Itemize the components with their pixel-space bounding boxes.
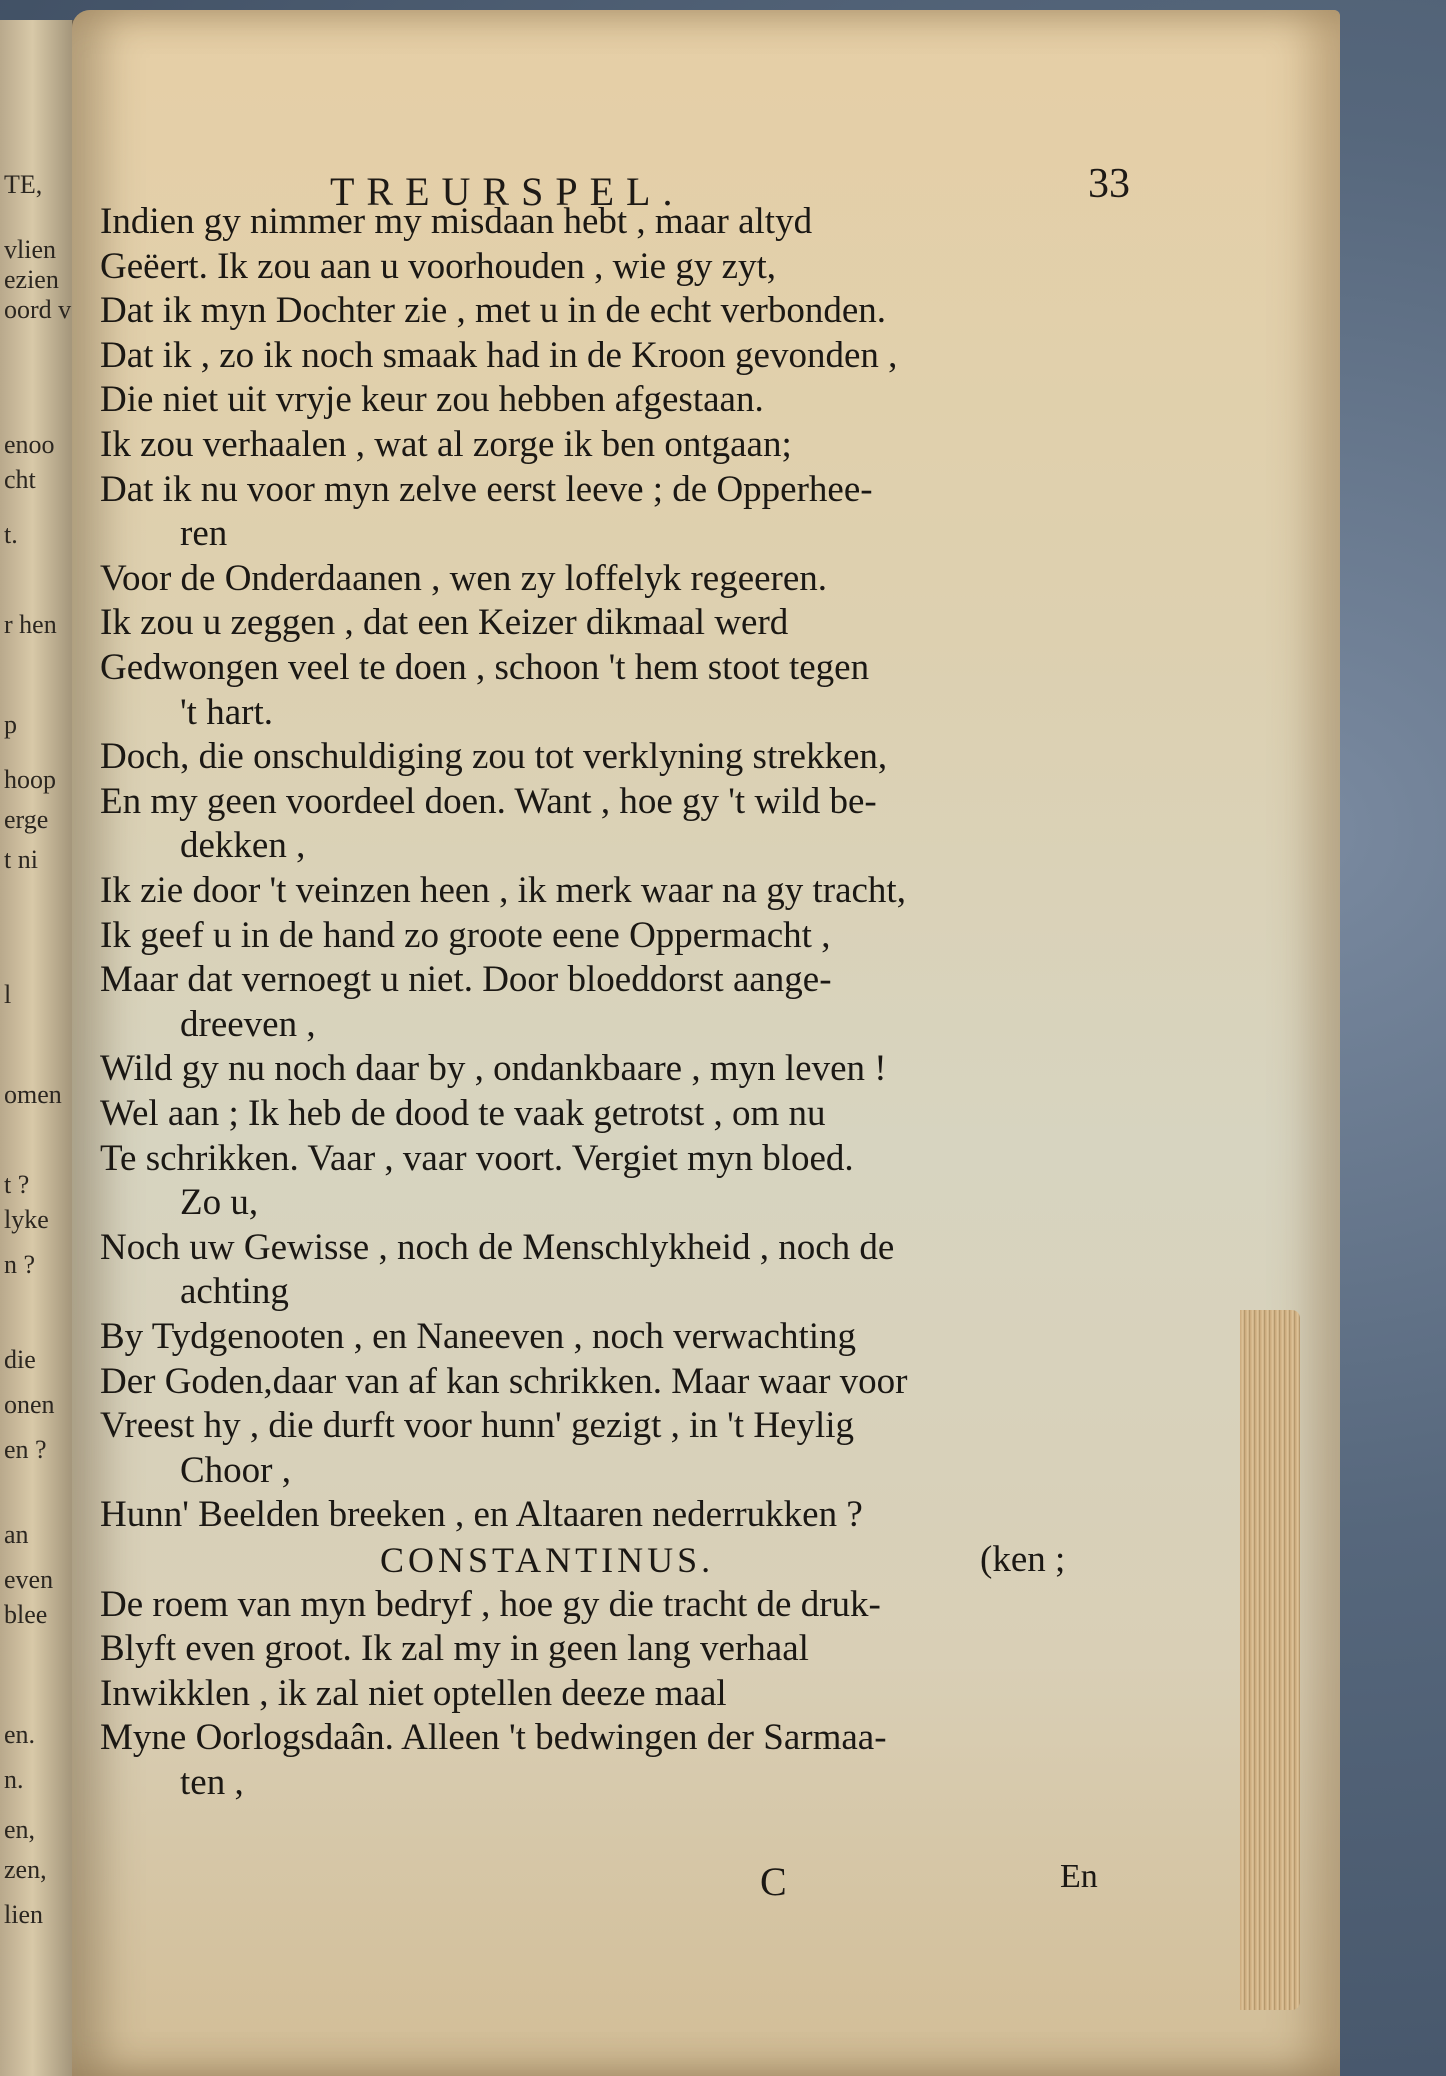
left-page-fragment: zen,: [4, 1855, 47, 1884]
running-title: TREURSPEL.: [330, 169, 685, 214]
verse-line: Maar dat vernoegt u niet. Door bloeddorst aange-: [100, 959, 832, 1001]
left-page-edge: [0, 20, 74, 2076]
verse-line: Dat ik , zo ik noch smaak had in de Kroon gevonden ,: [100, 334, 898, 376]
verse-line: Ik geef u in de hand zo groote eene Oppermacht ,: [100, 914, 831, 956]
verse-line: Noch uw Gewisse , noch de Menschlykheid , noch de: [100, 1226, 895, 1268]
catchword: En: [1060, 1858, 1098, 1895]
left-page-fragment: t.: [4, 520, 18, 549]
left-page-fragment: t ?: [4, 1170, 30, 1199]
left-page-fragment: omen: [4, 1080, 62, 1109]
left-page-fragment: blee: [4, 1600, 48, 1629]
left-page-fragment: l: [4, 980, 12, 1009]
left-page-fragment: n.: [4, 1765, 24, 1794]
left-page-fragment: ezien: [4, 265, 59, 294]
verse-line: Vreest hy , die durft voor hunn' gezigt , in 't Heylig: [100, 1405, 855, 1447]
left-page-fragment: lien: [4, 1900, 43, 1929]
verse-line: Zo u,: [180, 1182, 259, 1224]
verse-line: Die niet uit vryje keur zou hebben afgestaan.: [100, 379, 764, 421]
verse-line: Myne Oorlogsdaân. Alleen 't bedwingen der Sarmaa-: [100, 1717, 887, 1759]
left-page-fragment: en,: [4, 1815, 36, 1844]
page-fore-edge: [1240, 1310, 1300, 2010]
verse-line: ten ,: [180, 1762, 244, 1803]
verse-line: Te schrikken. Vaar , vaar voort. Vergiet myn bloed.: [100, 1137, 854, 1179]
verse-line: Hunn' Beelden breeken , en Altaaren nederrukken ?: [100, 1494, 863, 1536]
verse-line: Wel aan ; Ik heb de dood te vaak getrotst , om nu: [100, 1093, 826, 1134]
left-page-fragment: TE,: [4, 170, 43, 199]
verse-line: Voor de Onderdaanen , wen zy loffelyk regeeren.: [100, 557, 828, 599]
left-page-fragment: t ni: [4, 845, 38, 874]
left-page-fragment: lyke: [4, 1205, 49, 1234]
left-page-fragment: an: [4, 1520, 29, 1549]
verse-line: ren: [180, 513, 228, 555]
left-page-fragment: hoop: [4, 765, 56, 794]
verse-line: Inwikklen , ik zal niet optellen deeze maal: [100, 1672, 727, 1714]
verse-line: Gedwongen veel te doen , schoon 't hem stoot tegen: [100, 647, 870, 688]
verse-line: Ik zou u zeggen , dat een Keizer dikmaal werd: [100, 602, 789, 644]
verse-line: Choor ,: [180, 1449, 291, 1491]
verse-line: 't hart.: [180, 691, 273, 733]
left-page-fragment: enoo: [4, 430, 55, 459]
left-page-fragment: onen: [4, 1390, 55, 1419]
signature-mark: C: [760, 1859, 787, 1904]
left-page-fragment: p: [4, 710, 17, 739]
verse-line: De roem van myn bedryf , hoe gy die tracht de druk-: [100, 1583, 881, 1625]
verse-line: Dat ik myn Dochter zie , met u in de echt verbonden.: [100, 290, 886, 332]
page-number: 33: [1088, 161, 1130, 207]
left-page-fragment: cht: [4, 465, 36, 494]
left-page-fragment: r hen: [4, 610, 57, 639]
verse-line: En my geen voordeel doen. Want , hoe gy 't wild be-: [100, 780, 877, 822]
verse-line: Geëert. Ik zou aan u voorhouden , wie gy zyt,: [100, 245, 777, 287]
left-page-fragment: n ?: [4, 1250, 36, 1279]
left-page-fragment: erge: [4, 805, 49, 834]
left-page-fragment: en ?: [4, 1435, 47, 1464]
left-page-fragment: en.: [4, 1720, 36, 1749]
carried-over-word: (ken ;: [980, 1539, 1066, 1580]
verse-line: Wild gy nu noch daar by , ondankbaare , myn leven !: [100, 1048, 887, 1090]
verse-line: dekken ,: [180, 825, 306, 867]
speaker-name: CONSTANTINUS.: [380, 1540, 715, 1580]
left-page-fragment: even: [4, 1565, 54, 1594]
verse-line: Der Goden,daar van af kan schrikken. Maar waar voor: [100, 1360, 908, 1402]
verse-line: Dat ik nu voor myn zelve eerst leeve ; de Opperhee-: [100, 468, 873, 510]
verse-line: By Tydgenooten , en Naneeven , noch verwachting: [100, 1316, 857, 1357]
left-page-fragment: oord v: [4, 295, 72, 324]
verse-line: Blyft even groot. Ik zal my in geen lang verhaal: [100, 1628, 809, 1670]
verse-line: Ik zie door 't veinzen heen , ik merk waar na gy tracht,: [100, 870, 906, 911]
verse-line: Indien gy nimmer my misdaan hebt , maar altyd: [100, 201, 813, 242]
left-page-fragment: vlien: [4, 235, 56, 264]
verse-line: Doch, die onschuldiging zou tot verklyning strekken,: [100, 736, 888, 778]
left-page-fragment: die: [4, 1345, 36, 1374]
verse-line: dreeven ,: [180, 1003, 316, 1045]
verse-line: Ik zou verhaalen , wat al zorge ik ben ontgaan;: [100, 424, 792, 465]
verse-line: achting: [180, 1271, 289, 1313]
